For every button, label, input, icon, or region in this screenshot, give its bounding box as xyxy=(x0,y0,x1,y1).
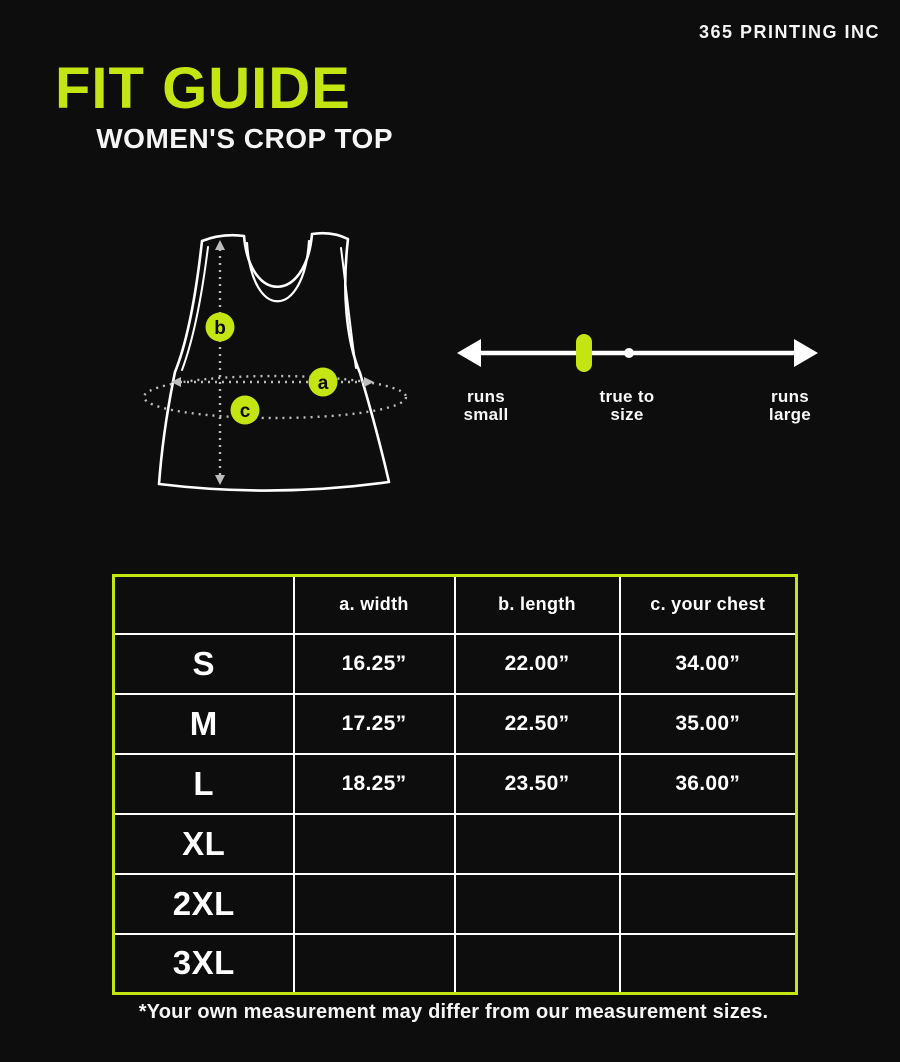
header-empty-cell xyxy=(114,576,294,634)
chest-cell: 34.00” xyxy=(620,634,797,694)
table-row-xl xyxy=(114,814,797,874)
marker-c-label: c xyxy=(239,401,251,422)
size-cell: L xyxy=(114,754,294,814)
table-row-m xyxy=(114,694,797,754)
chest-cell: 35.00” xyxy=(620,694,797,754)
header-width: a. width xyxy=(294,576,455,634)
chest-cell xyxy=(620,814,797,874)
armhole-inner-line-left xyxy=(182,247,208,370)
header-length: b. length xyxy=(455,576,620,634)
size-table xyxy=(112,574,798,995)
measurement-guides xyxy=(144,249,406,477)
marker-b-label: b xyxy=(214,318,226,339)
length-cell: 22.50” xyxy=(455,694,620,754)
length-cell xyxy=(455,814,620,874)
slider-label-line: large xyxy=(768,405,812,424)
crop-top-diagram xyxy=(159,233,389,490)
table-row-3xl xyxy=(114,934,797,994)
slider-label-line: small xyxy=(463,405,509,424)
header-chest: c. your chest xyxy=(620,576,797,634)
fit-slider-arrow-left xyxy=(457,339,481,367)
size-cell: 3XL xyxy=(114,934,294,994)
table-row-l xyxy=(114,754,797,814)
width-cell xyxy=(294,874,455,934)
brand-text: 365 PRINTING INC xyxy=(698,22,880,42)
slider-label-runs-large xyxy=(720,388,860,424)
size-table-header-row xyxy=(114,576,797,634)
marker-a-label: a xyxy=(317,373,329,394)
length-arrow-top xyxy=(215,240,225,250)
fit-slider-indicator xyxy=(576,334,592,372)
page-title: FIT GUIDE xyxy=(55,56,351,121)
size-cell: S xyxy=(114,634,294,694)
size-cell: 2XL xyxy=(114,874,294,934)
slider-label-line: runs xyxy=(466,387,506,406)
length-cell xyxy=(455,934,620,994)
footnote: *Your own measurement may differ from our measurement sizes. xyxy=(138,1001,769,1023)
marker-badges xyxy=(206,313,338,425)
width-cell: 18.25” xyxy=(294,754,455,814)
width-cell xyxy=(294,934,455,994)
slider-label-true-to-size xyxy=(557,388,697,424)
armhole-inner-line-right xyxy=(341,248,356,368)
page-subtitle: WOMEN'S CROP TOP xyxy=(96,123,393,154)
slider-label-line: runs xyxy=(770,387,810,406)
true-to-size-tick xyxy=(624,348,634,358)
table-row-2xl xyxy=(114,874,797,934)
fit-slider xyxy=(457,334,818,372)
slider-label-runs-small xyxy=(416,388,556,424)
width-cell: 16.25” xyxy=(294,634,455,694)
length-cell xyxy=(455,874,620,934)
size-cell: XL xyxy=(114,814,294,874)
width-cell: 17.25” xyxy=(294,694,455,754)
length-cell: 23.50” xyxy=(455,754,620,814)
width-cell xyxy=(294,814,455,874)
size-cell: M xyxy=(114,694,294,754)
chest-cell: 36.00” xyxy=(620,754,797,814)
table-row-s xyxy=(114,634,797,694)
length-cell: 22.00” xyxy=(455,634,620,694)
width-arrow-right xyxy=(364,377,374,387)
slider-label-line: true to xyxy=(599,387,655,406)
slider-label-line: size xyxy=(610,405,644,424)
fit-slider-arrow-right xyxy=(794,339,818,367)
length-arrow-bottom xyxy=(215,475,225,485)
chest-cell xyxy=(620,874,797,934)
chest-cell xyxy=(620,934,797,994)
